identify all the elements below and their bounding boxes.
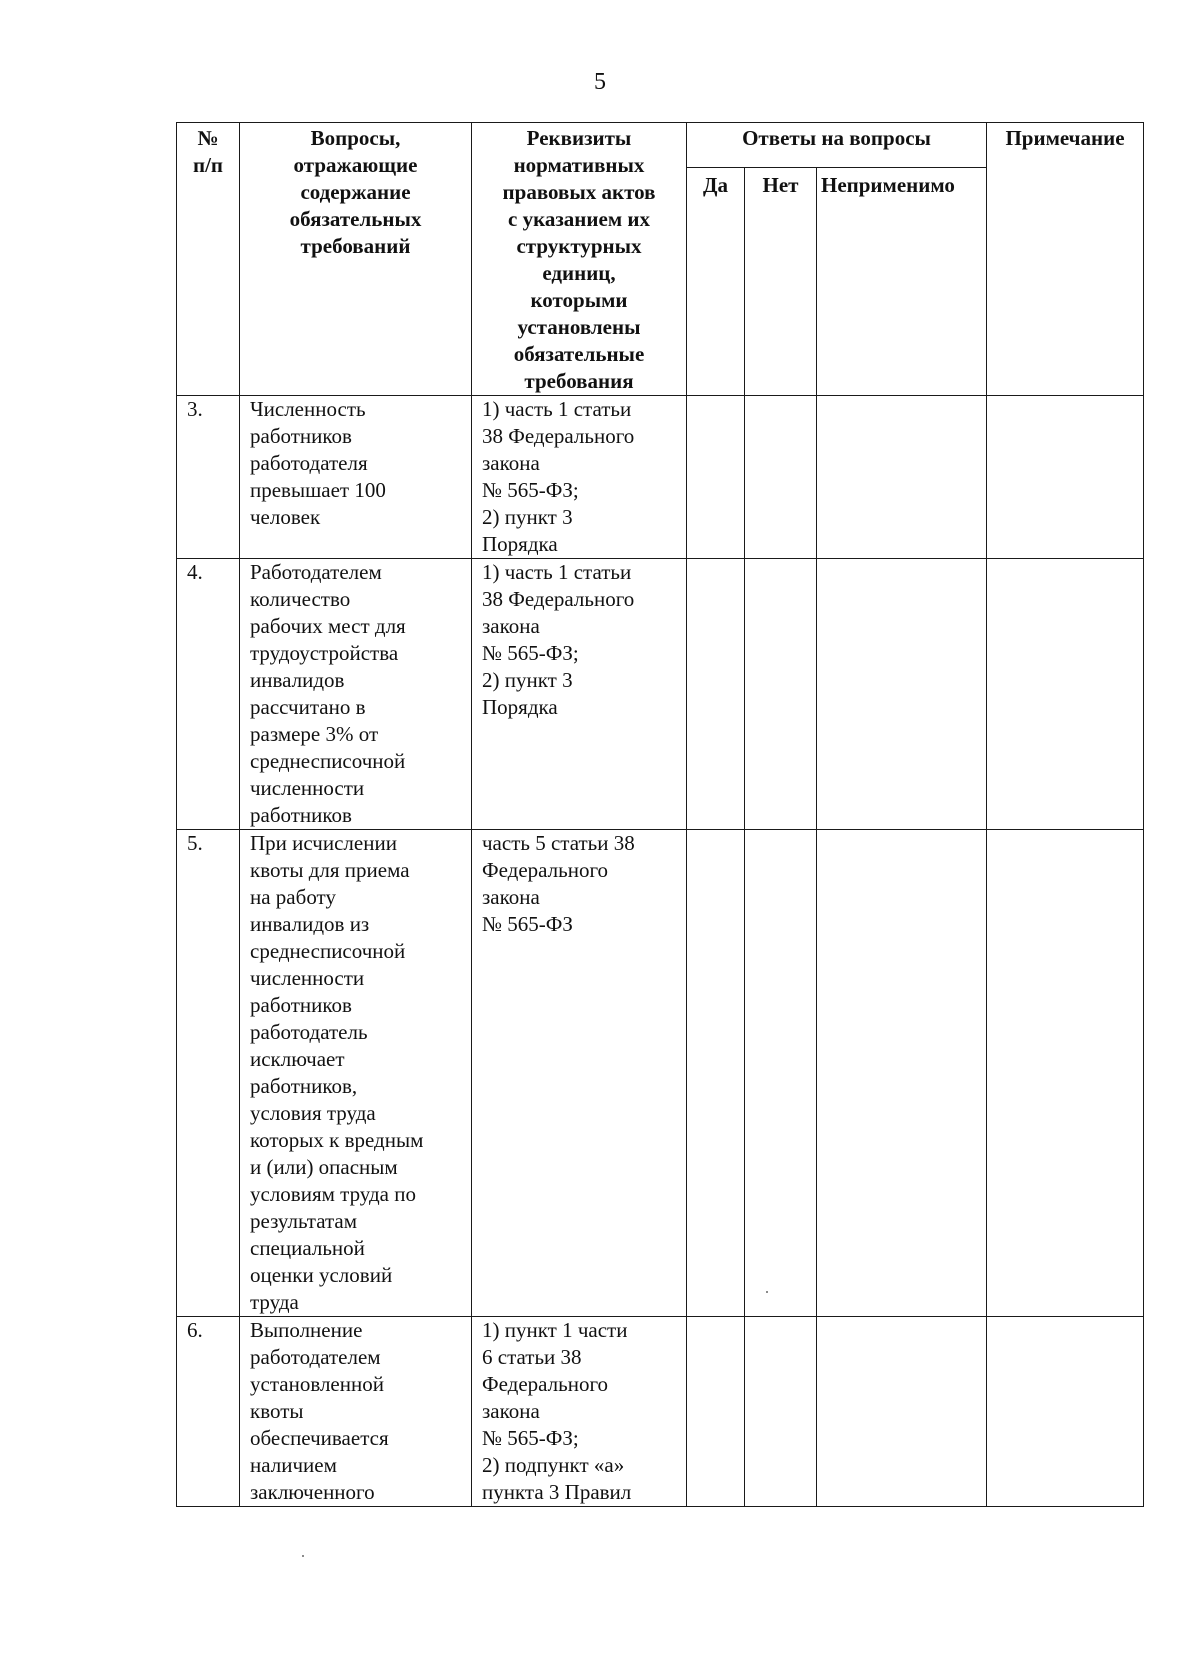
question-line: и (или) опасным xyxy=(250,1155,398,1179)
row-question xyxy=(240,830,472,1317)
header-requisites-line: которыми xyxy=(530,288,628,312)
header-no: Нет xyxy=(745,168,817,396)
question-line: рассчитано в xyxy=(250,695,366,719)
header-questions-line: содержание xyxy=(300,180,411,204)
question-line: количество xyxy=(250,587,351,611)
requisites-line: Федерального xyxy=(482,858,609,882)
question-line: численности xyxy=(250,966,365,990)
header-questions-line: обязательных xyxy=(289,207,422,231)
answer-no-cell[interactable] xyxy=(745,1317,817,1507)
answer-na-cell[interactable] xyxy=(817,559,987,830)
header-requisites-line: Реквизиты xyxy=(526,126,632,150)
question-line: условиям труда по xyxy=(250,1182,416,1206)
table-row xyxy=(177,559,1144,830)
answer-yes-cell[interactable] xyxy=(687,830,745,1317)
question-line: на работу xyxy=(250,885,336,909)
requirements-table xyxy=(176,122,1144,1507)
row-number: 4. xyxy=(177,559,240,830)
question-line: работников xyxy=(250,993,352,1017)
requisites-line: № 565-ФЗ; xyxy=(482,478,579,502)
question-line: работодателем xyxy=(250,1345,381,1369)
header-requisites-line: правовых актов xyxy=(502,180,656,204)
answer-yes-cell[interactable] xyxy=(687,559,745,830)
answer-no-cell[interactable] xyxy=(745,396,817,559)
question-line: трудоустройства xyxy=(250,641,399,665)
requisites-line: Порядка xyxy=(482,695,558,719)
question-line: работников, xyxy=(250,1074,358,1098)
question-line: специальной xyxy=(250,1236,365,1260)
question-line: При исчислении xyxy=(250,831,397,855)
question-line: результатам xyxy=(250,1209,358,1233)
requisites-line: закона xyxy=(482,614,540,638)
requisites-line: 1) часть 1 статьи xyxy=(482,560,632,584)
question-line: работников xyxy=(250,424,352,448)
header-requisites-line: установлены xyxy=(517,315,641,339)
table-row xyxy=(177,1317,1144,1507)
question-line: заключенного xyxy=(250,1480,375,1504)
header-yes: Да xyxy=(687,168,745,396)
requisites-line: 2) пункт 3 xyxy=(482,668,573,692)
header-num-line: № xyxy=(197,126,219,150)
answer-na-cell[interactable] xyxy=(817,396,987,559)
header-note: Примечание xyxy=(987,123,1144,396)
question-line: инвалидов из xyxy=(250,912,370,936)
requisites-line: закона xyxy=(482,1399,540,1423)
requisites-line: пункта 3 Правил xyxy=(482,1480,632,1504)
note-cell[interactable] xyxy=(987,396,1144,559)
question-line: которых к вредным xyxy=(250,1128,424,1152)
header-requisites-line: с указанием их xyxy=(508,207,650,231)
table-row xyxy=(177,830,1144,1317)
header-requisites-line: требования xyxy=(524,369,634,393)
header-questions-line: Вопросы, xyxy=(310,126,401,150)
row-requisites xyxy=(472,559,687,830)
question-line: рабочих мест для xyxy=(250,614,406,638)
note-cell[interactable] xyxy=(987,1317,1144,1507)
answer-na-cell[interactable] xyxy=(817,830,987,1317)
header-row xyxy=(177,123,1144,168)
question-line: Численность xyxy=(250,397,366,421)
answer-yes-cell[interactable] xyxy=(687,396,745,559)
scan-speck xyxy=(766,1291,768,1293)
question-line: человек xyxy=(250,505,321,529)
header-questions xyxy=(240,123,472,396)
question-line: превышает 100 xyxy=(250,478,386,502)
question-line: обеспечивается xyxy=(250,1426,389,1450)
requisites-line: № 565-ФЗ; xyxy=(482,641,579,665)
question-line: размере 3% от xyxy=(250,722,379,746)
header-num-line: п/п xyxy=(192,153,224,177)
requisites-line: часть 5 статьи 38 xyxy=(482,831,635,855)
requisites-line: закона xyxy=(482,451,540,475)
question-line: работников xyxy=(250,803,352,827)
question-line: квоты для приема xyxy=(250,858,410,882)
question-line: инвалидов xyxy=(250,668,345,692)
header-requisites-line: единиц, xyxy=(542,261,616,285)
header-questions-line: отражающие xyxy=(293,153,418,177)
question-line: численности xyxy=(250,776,365,800)
question-line: исключает xyxy=(250,1047,345,1071)
row-number: 6. xyxy=(177,1317,240,1507)
row-number: 3. xyxy=(177,396,240,559)
requisites-line: Федерального xyxy=(482,1372,609,1396)
scan-speck xyxy=(302,1555,304,1557)
header-requisites-line: структурных xyxy=(516,234,642,258)
requisites-line: закона xyxy=(482,885,540,909)
page-number: 5 xyxy=(594,69,606,95)
question-line: Выполнение xyxy=(250,1318,363,1342)
question-line: условия труда xyxy=(250,1101,376,1125)
header-requisites-line: обязательные xyxy=(513,342,645,366)
requisites-line: № 565-ФЗ xyxy=(482,912,573,936)
question-line: наличием xyxy=(250,1453,337,1477)
row-requisites xyxy=(472,1317,687,1507)
note-cell[interactable] xyxy=(987,830,1144,1317)
header-requisites xyxy=(472,123,687,396)
header-not-applicable: Неприменимо xyxy=(817,168,987,396)
row-requisites xyxy=(472,830,687,1317)
table-row xyxy=(177,396,1144,559)
requisites-line: 1) часть 1 статьи xyxy=(482,397,632,421)
row-requisites xyxy=(472,396,687,559)
header-questions-line: требований xyxy=(300,234,411,258)
requisites-line: Порядка xyxy=(482,532,558,556)
requisites-line: 38 Федерального xyxy=(482,424,635,448)
header-requisites-line: нормативных xyxy=(513,153,645,177)
question-line: среднесписочной xyxy=(250,939,406,963)
question-line: труда xyxy=(250,1290,299,1314)
requisites-line: 38 Федерального xyxy=(482,587,635,611)
note-cell[interactable] xyxy=(987,559,1144,830)
question-line: работодателя xyxy=(250,451,368,475)
question-line: квоты xyxy=(250,1399,304,1423)
row-question xyxy=(240,396,472,559)
header-answers: Ответы на вопросы xyxy=(687,123,987,168)
header-num xyxy=(177,123,240,396)
row-question xyxy=(240,1317,472,1507)
requisites-line: 2) пункт 3 xyxy=(482,505,573,529)
question-line: Работодателем xyxy=(250,560,382,584)
question-line: работодатель xyxy=(250,1020,368,1044)
requisites-line: 6 статьи 38 xyxy=(482,1345,582,1369)
question-line: среднесписочной xyxy=(250,749,406,773)
requisites-line: 1) пункт 1 части xyxy=(482,1318,628,1342)
requisites-line: № 565-ФЗ; xyxy=(482,1426,579,1450)
answer-no-cell[interactable] xyxy=(745,559,817,830)
answer-no-cell[interactable] xyxy=(745,830,817,1317)
answer-na-cell[interactable] xyxy=(817,1317,987,1507)
requisites-line: 2) подпункт «а» xyxy=(482,1453,625,1477)
answer-yes-cell[interactable] xyxy=(687,1317,745,1507)
row-number: 5. xyxy=(177,830,240,1317)
row-question xyxy=(240,559,472,830)
question-line: оценки условий xyxy=(250,1263,393,1287)
question-line: установленной xyxy=(250,1372,384,1396)
